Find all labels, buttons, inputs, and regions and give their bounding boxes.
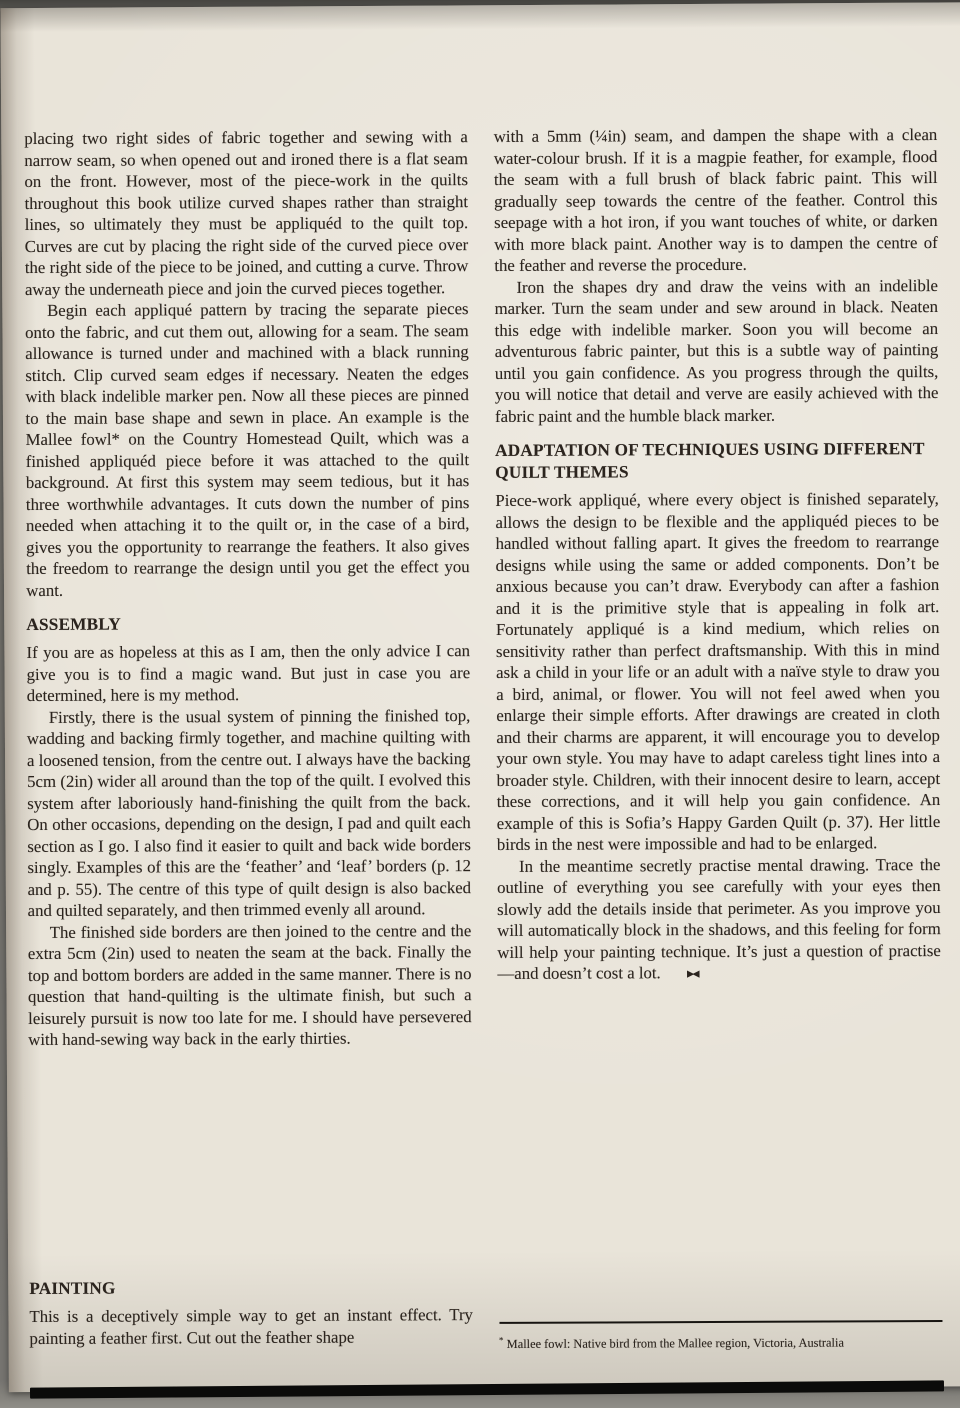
assembly-heading: ASSEMBLY [26,614,122,634]
right-continuation-paragraph-1: with a 5mm (¼in) seam, and dampen the shape with a clean water-colour brush. If it is a magpie feather, for example, flood the seam with a full brush of black fabric paint. This will gradually seep towards the centre of the feather. Control this seepage with a hot iron, if you want touches of white, or darken with more black paint. Another way is to dampen the centre of the feather and reverse the procedure. [493,125,938,275]
adaptation-paragraph-2 [497,854,941,989]
assembly-paragraph-3: The finished side borders are then joined to the centre and the extra 5cm (2in) used to neaten the seam at the back. Finally the top and bottom borders are added in the same manner. There is no question that hand-quilting is the ultimate finish, but such a leisurely pursuit is now too late for me. I should have persevered with hand-sewing way back in the early thirties. [27,920,472,1050]
footnote-text: Mallee fowl: Native bird from the Mallee region, Victoria, Australia [506,1335,844,1352]
footnote-divider [499,1320,943,1324]
footnote-marker: * [499,1334,504,1345]
painting-heading: PAINTING [29,1278,116,1298]
left-intro-paragraph-2: Begin each appliqué pattern by tracing the separate pieces onto the fabric, and cut them out, allowing for a seam. The seam allowance is turned under and machined with a black running stitch. Clip curved seam edges if necessary. Neaten the edges with black indelible marker pen. Now all these pieces are pinned to the main base shape and sewn in place. An example is the Mallee fowl* on the Country Homestead Quilt, which was a finished appliquéd piece before it was attached to the quilt background. At first this system may seem tedious, but it has three worthwhile advantages. It cuts down the number of pins needed when attaching it to the quilt or, in the case of a bird, gives you the opportunity to rearrange the feathers. It also gives the freedom to rearrange the design until you get the effect you want. [25,299,470,600]
footnote [499,1331,943,1352]
painting-section [29,1276,473,1349]
end-of-text-bowtie-icon: ▶◀ [686,969,698,980]
adaptation-paragraph-1: Piece-work appliqué, where every object is finished separately, allows the design to be flexible and the appliquéd pieces to be handled without falling apart. It gives the freedom to rearrange designs while using the same or added components. Don’t be anxious because you can’t draw. Everybody can after a fashion and it is the primitive style that is appealing in folk art. Fortunately appliqué is a kind medium, which relies on sensitivity rather than perfect draftsmanship. With this in mind ask a child in your life or an adult with a naïve style to draw you a bird, animal, or flower. You will not feel awed when you enlarge their simple efforts. After drawings are created in cloth and their charms are apparent, it will encourage you to develop your own style. You may have to adapt careless tight lines into a broader style. Children, with their innocent desire to learn, accept these corrections, and it will help you gain confidence. An example of this is Sofia’s Happy Garden Quilt (p. 37). Her little birds in the nest were impossible and had to be enlarged. [495,489,941,854]
adaptation-heading: ADAPTATION OF TECHNIQUES USING DIFFERENT QUILT THEMES [495,439,925,482]
text-columns [24,124,943,1392]
right-continuation-paragraph-2: Iron the shapes dry and draw the veins with an indelible marker. Turn the seam under and sew around in black. Neaten this edge with indelible marker. Soon you will become an adventurous fabric painter, but this is a subtle way of painting until you gain confidence. As you progress through the quilts, you will notice that detail and verve are easily achieved with the fabric paint and the humble black marker. [494,275,939,426]
left-intro-paragraph-1: placing two right sides of fabric together and sewing with a narrow seam, so when opened out and ironed there is a flat seam on the front. However, most of the piece-work in the quilts throughout this book utilize curved shapes rather than straight lines, so ultimately they must be appliquéd to the quilt top. Curves are cut by placing the right side of the curved piece over the right side of the piece to be joined, and cutting a curve. Throw away the underneath piece and join the curved pieces together. [24,127,469,299]
right-column [494,124,943,1390]
adaptation-paragraph-2-text: In the meantime secretly practise mental drawing. Trace the outline of everything you see carefully with your eyes then slowly add the details inside that perimeter. As you improve you will automatically block in the shadows, and this feeling for form will help your painting technique. It’s just a question of practise—and doesn’t cost a lot. [497,854,941,983]
assembly-paragraph-2: Firstly, there is the usual system of pinning the finished top, wadding and backing firmly together, and machine quilting with a loosened tension, from the centre out. I always have the backing 5cm (2in) wider all around than the top of the quilt. I evolved this system after laboriously hand-finishing the quilt from the back. On other occasions, depending on the design, I pad and quilt each section as I go. I also find it easier to quilt and back wide borders singly. Examples of this are the ‘feather’ and ‘leaf’ borders (p. 12 and p. 55). The centre of this type of quilt design is also backed and quilted separately, and then trimmed evenly all around. [26,705,472,921]
footnote-block [499,1320,943,1352]
left-column [24,126,473,1392]
painting-paragraph-1: This is a deceptively simple way to get an instant effect. Try painting a feather first. Cut out the feather shape [29,1305,473,1348]
assembly-paragraph-1: If you are as hopeless at this as I am, then the only advice I can give you is to find a magic wand. But just in case you are determined, here is my method. [26,641,471,706]
